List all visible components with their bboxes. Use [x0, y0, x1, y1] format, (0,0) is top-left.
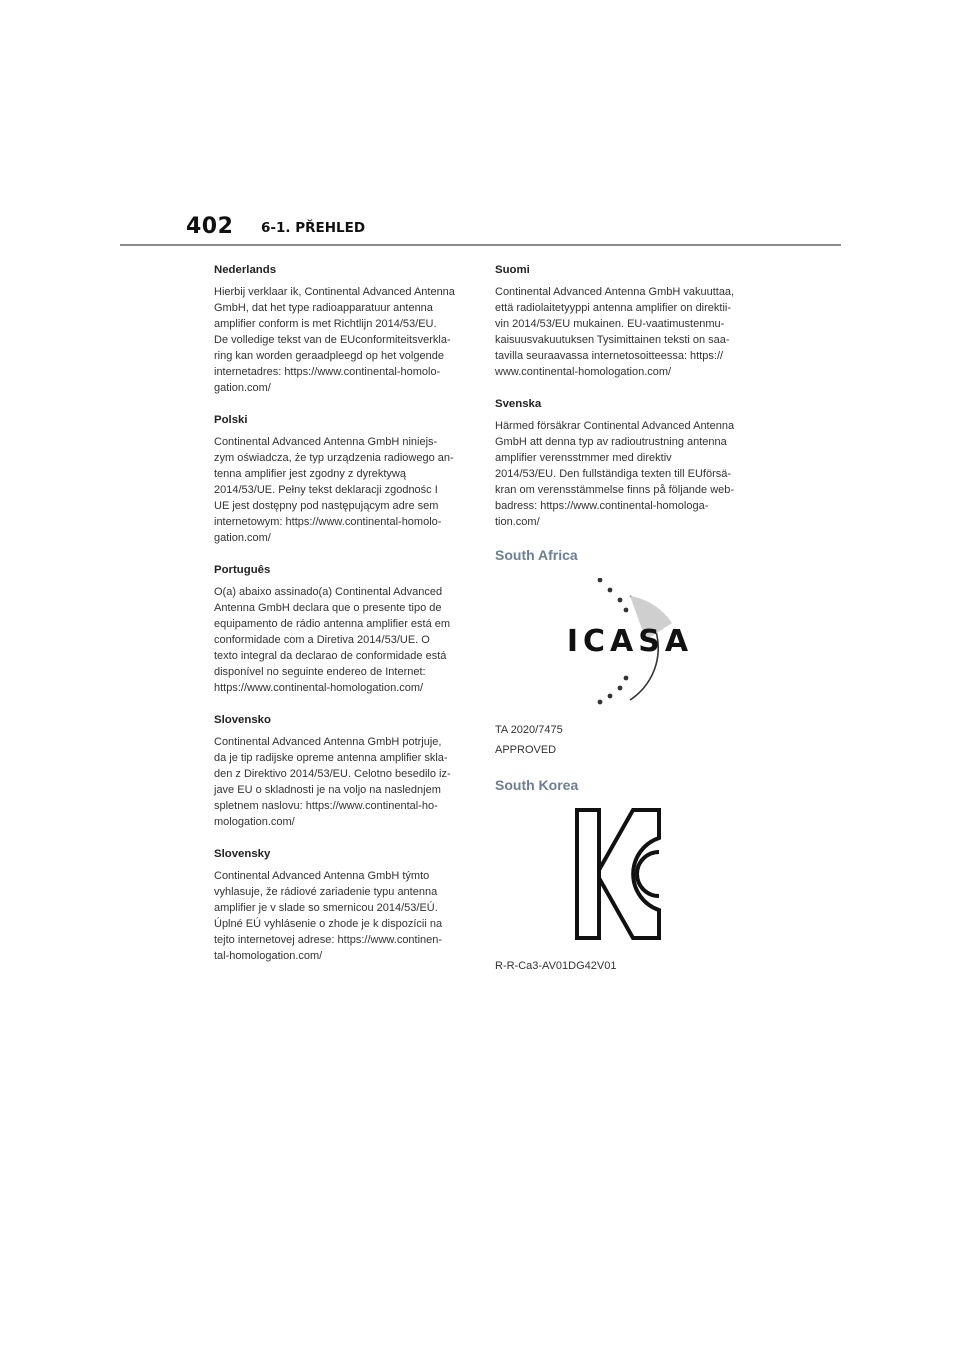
section-text: Härmed försäkrar Continental Advanced Antenna GmbH att denna typ av radioutrustning antenna amplifier verensstmmer med direktiv 2014/53/EU. Den fullständiga texten till EUförsä- kran om verensstämmelse finns på följande web- badress: https://www.continental-homologa- tion.com/: [495, 420, 735, 528]
icasa-logo-text: ICASA: [566, 624, 694, 659]
section-suomi: [495, 262, 751, 380]
page-number: 402: [186, 214, 234, 239]
right-column: [495, 262, 751, 978]
section-text: Continental Advanced Antenna GmbH niniejs- zym oświadcza, że typ urządzenia radiowego an- tenna amplifier jest zgodny z dyrektywą 2014/53/UE. Pełny tekst deklaracji zgodnośc I UE jest dostępny pod następującym adre sem internetowym: https://www.continental-homolo- gation.com/: [214, 436, 454, 544]
section-heading: Nederlands: [214, 264, 277, 276]
kc-cert-number: R-R-Ca3-AV01DG42V01: [495, 960, 617, 972]
section-heading: Slovensko: [214, 714, 271, 726]
section-text: Continental Advanced Antenna GmbH vakuuttaa, että radiolaitetyyppi antenna amplifier on direktii- vin 2014/53/EU mukainen. EU-vaatimustenmu- kaisuusvakuutuksen Tysimittainen teksti on saa- tavilla seuraavassa internetosoitteessa: https:// www.continental-homologation.com/: [495, 286, 735, 378]
kc-mark-icon: [575, 808, 661, 940]
section-slovensky: [214, 846, 468, 964]
ta-number: TA 2020/7475: [495, 724, 563, 736]
section-portugues: [214, 562, 468, 696]
section-heading: Suomi: [495, 264, 530, 276]
approval-status: APPROVED: [495, 744, 557, 756]
icasa-logo-icon: [550, 578, 710, 708]
section-svenska: [495, 396, 751, 530]
header-rule: [120, 244, 841, 246]
south-korea-heading: South Korea: [495, 777, 579, 793]
left-column: [214, 262, 468, 980]
section-heading: Polski: [214, 414, 248, 426]
section-title: 6-1. PŘEHLED: [261, 220, 366, 236]
section-heading: Português: [214, 564, 271, 576]
section-heading: Slovensky: [214, 848, 271, 860]
section-nederlands: [214, 262, 468, 396]
section-text: Continental Advanced Antenna GmbH potrjuje, da je tip radijske opreme antenna amplifier skla- den z Direktivo 2014/53/EU. Celotno besedilo iz- jave EU o skladnosti je na voljo na naslednjem spletnem naslovu: https://www.continental-ho- mologation.com/: [214, 736, 451, 828]
south-africa-heading: South Africa: [495, 547, 578, 563]
section-heading: Svenska: [495, 398, 542, 410]
section-text: Hierbij verklaar ik, Continental Advanced Antenna GmbH, dat het type radioapparatuur antenna amplifier conform is met Richtlijn 2014/53/EU. De volledige tekst van de EUconformiteitsverkla- ring kan worden geraadpleegd op het volgende internetadres: https://www.continental-homolo- gation.com/: [214, 286, 455, 394]
section-text: O(a) abaixo assinado(a) Continental Advanced Antenna GmbH declara que o presente tipo de equipamento de rádio antenna amplifier está em conformidade com a Diretiva 2014/53/UE. O texto integral da declarao de conformidade está disponível no seguinte endereo de Internet: https://www.continental-homologation.com/: [214, 586, 451, 694]
section-text: Continental Advanced Antenna GmbH týmto vyhlasuje, že rádiové zariadenie typu antenna amplifier je v slade so smernicou 2014/53/EÚ. Úplné EÚ vyhlásenie o zhode je k dispozícii na tejto internetovej adrese: https://www.continen- tal-homologation.com/: [214, 870, 443, 962]
section-polski: [214, 412, 468, 546]
section-slovensko: [214, 712, 468, 830]
